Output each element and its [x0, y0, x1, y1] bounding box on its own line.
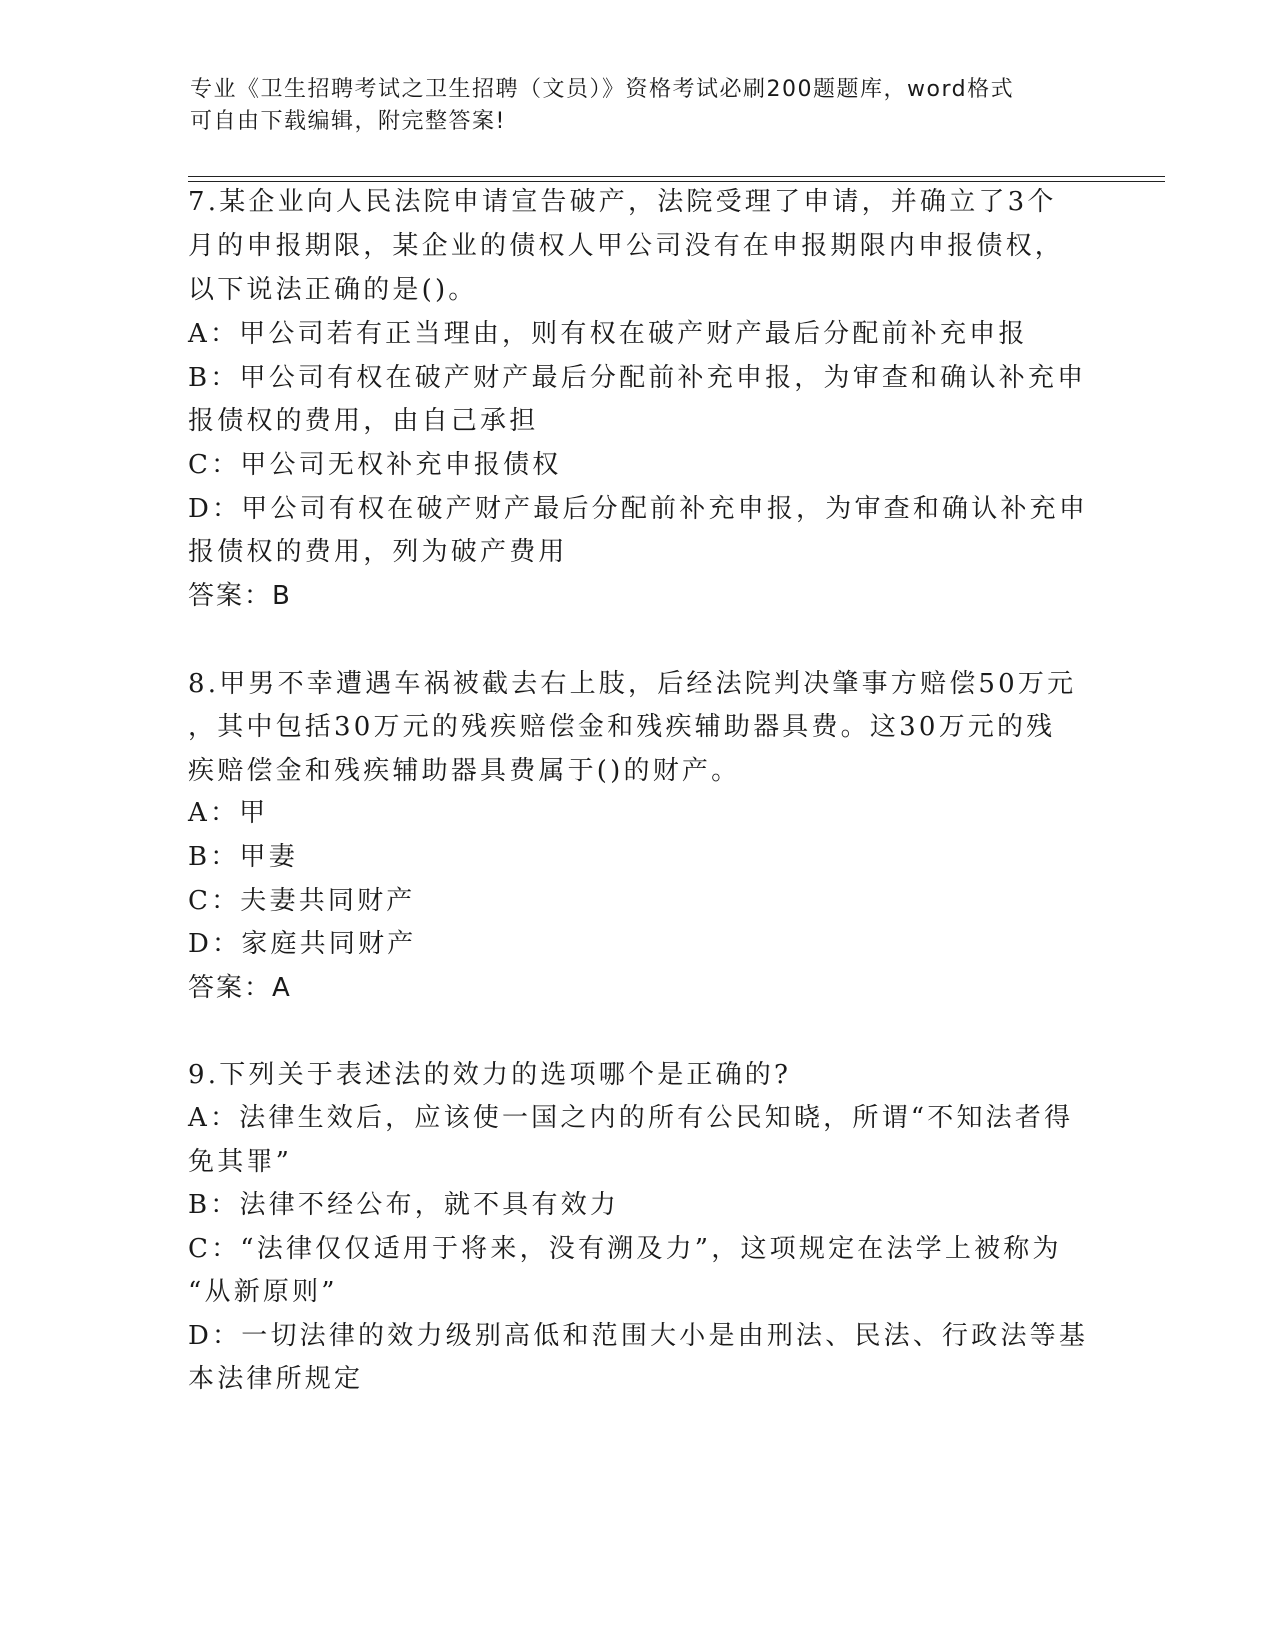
question-9-option-c-line-2: “从新原则”: [188, 1277, 338, 1307]
question-8-option-c: C：夫妻共同财产: [188, 886, 416, 916]
question-9-option-c-line-1: C：“法律仅仅适用于将来，没有溯及力”，这项规定在法学上被称为: [188, 1234, 1062, 1264]
question-8-option-a: A：甲: [188, 798, 269, 828]
question-8-option-b: B：甲妻: [188, 842, 298, 872]
question-9-stem-line-1: 9.下列关于表述法的效力的选项哪个是正确的?: [188, 1060, 792, 1090]
question-7-stem-line-2: 月的申报期限，某企业的债权人甲公司没有在申报期限内申报债权，: [188, 231, 1065, 261]
question-7-option-c: C：甲公司无权补充申报债权: [188, 450, 562, 480]
question-7-option-b-line-1: B：甲公司有权在破产财产最后分配前补充申报，为审查和确认补充申: [188, 363, 1087, 393]
question-9-option-a-line-1: A：法律生效后，应该使一国之内的所有公民知晓，所谓“不知法者得: [188, 1103, 1074, 1133]
question-9-option-b: B：法律不经公布，就不具有效力: [188, 1190, 620, 1220]
header-line-2: 可自由下载编辑，附完整答案!: [190, 109, 506, 134]
question-9-option-d-line-1: D：一切法律的效力级别高低和范围大小是由刑法、民法、行政法等基: [188, 1321, 1089, 1351]
question-8-stem-line-1: 8.甲男不幸遭遇车祸被截去右上肢，后经法院判决肇事方赔偿50万元: [188, 669, 1077, 699]
question-7-stem-line-1: 7.某企业向人民法院申请宣告破产，法院受理了申请，并确立了3个: [188, 187, 1057, 217]
question-8-stem-line-3: 疾赔偿金和残疾辅助器具费属于()的财产。: [188, 756, 741, 786]
document-header: [190, 74, 1070, 138]
question-9-option-a-line-2: 免其罪”: [188, 1147, 293, 1177]
question-7-option-d-line-1: D：甲公司有权在破产财产最后分配前补充申报，为审查和确认补充申: [188, 494, 1089, 524]
question-8-answer: 答案：A: [188, 973, 292, 1003]
question-7-option-a: A：甲公司若有正当理由，则有权在破产财产最后分配前补充申报: [188, 319, 1028, 349]
question-8-option-d: D：家庭共同财产: [188, 929, 417, 959]
question-7-option-b-line-2: 报债权的费用，由自己承担: [188, 406, 539, 436]
question-7-option-d-line-2: 报债权的费用，列为破产费用: [188, 537, 568, 567]
header-divider-top: [188, 176, 1165, 177]
question-7-answer: 答案：B: [188, 581, 292, 611]
question-7-stem-line-3: 以下说法正确的是()。: [188, 275, 478, 305]
question-8-stem-line-2: ，其中包括30万元的残疾赔偿金和残疾辅助器具费。这30万元的残: [188, 712, 1056, 742]
header-line-1: 专业《卫生招聘考试之卫生招聘（文员）》资格考试必刷200题题库，word格式: [190, 77, 1015, 102]
question-9-option-d-line-2: 本法律所规定: [188, 1364, 364, 1394]
header-divider-bottom: [188, 181, 1165, 182]
